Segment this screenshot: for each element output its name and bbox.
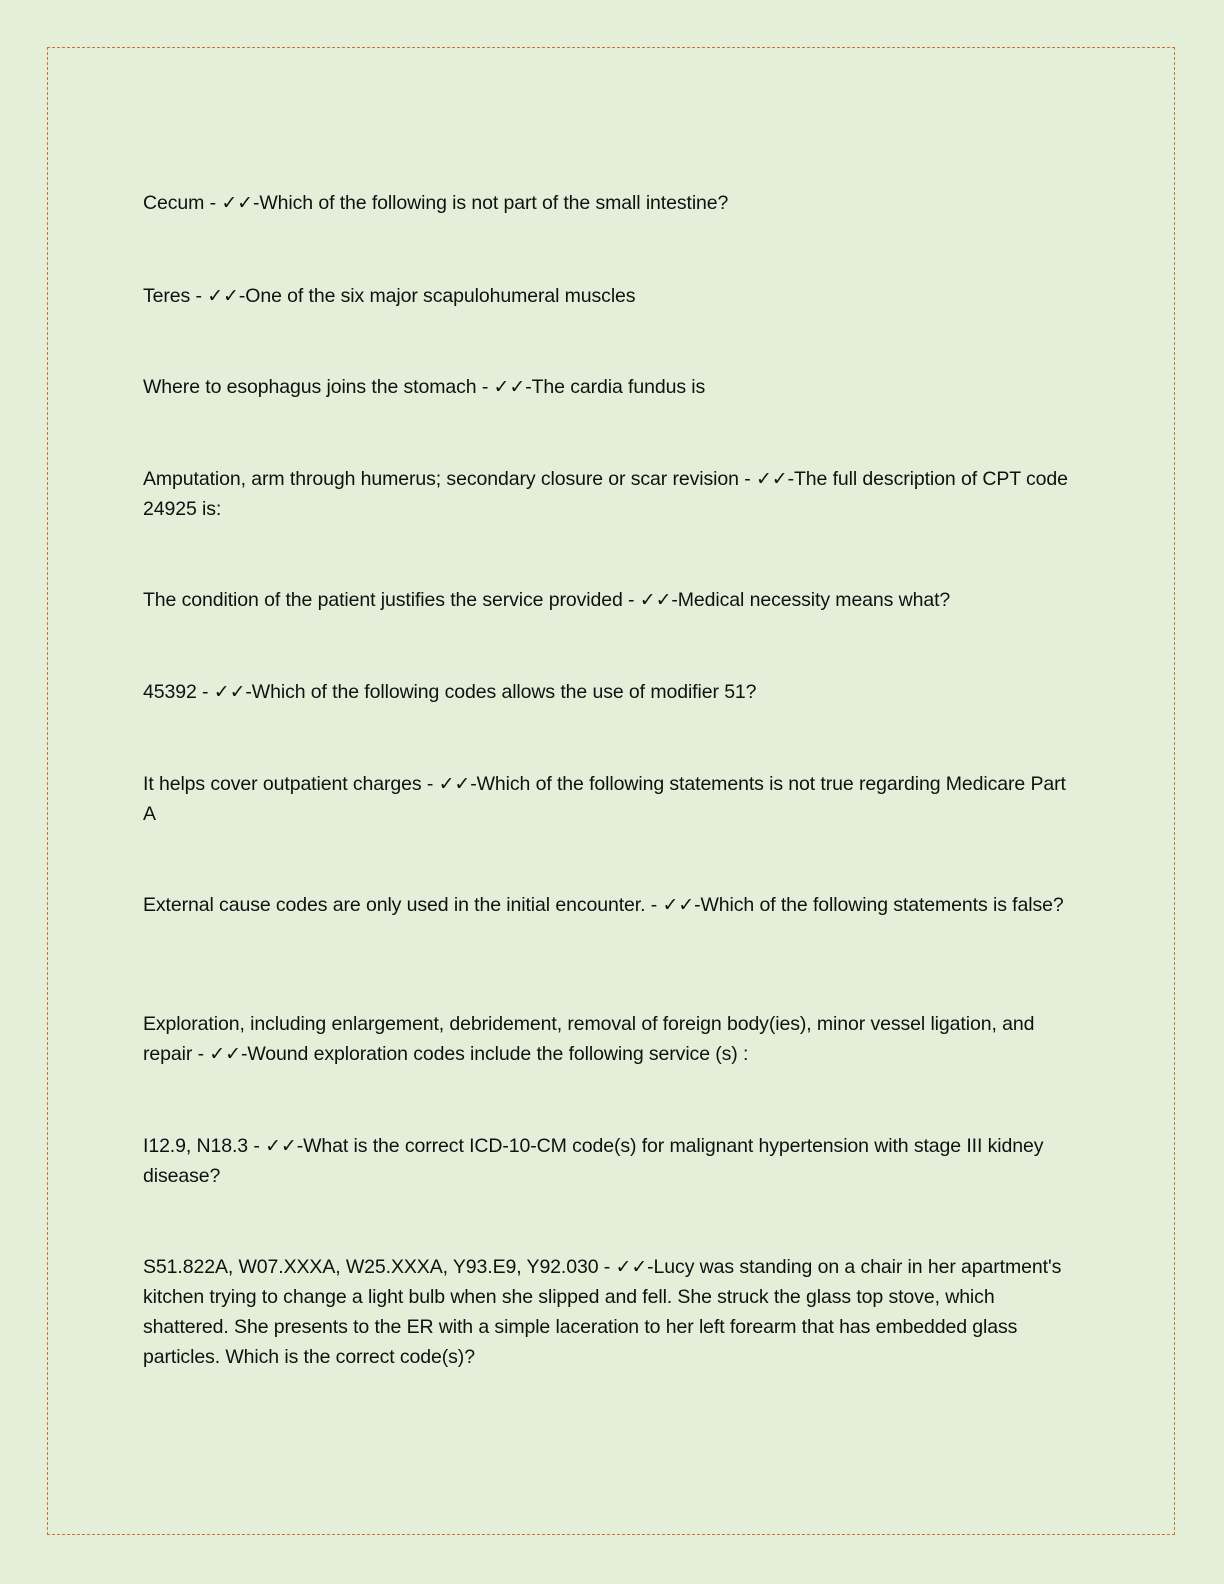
question-text: -Lucy was standing on a chair in her apartment's kitchen trying to change a light bulb when she slipped and fell. She struck the glass top stove, which shattered. She presents to the ER with a simple laceration to her left forearm that has embedded glass particles. Which is the correct code(s)? [143,1256,1062,1368]
answer-text: Cecum [143,192,205,214]
question-text: -What is the correct ICD-10-CM code(s) for malignant hypertension with stage III kidney disease? [143,1135,1044,1187]
double-check-icon: ✓✓ [493,376,526,398]
separator: - [738,468,756,490]
question-text: -Wound exploration codes include the following service (s) : [240,1043,749,1065]
question-text: -Which of the following is not part of the small intestine? [252,192,729,214]
answer-text: Exploration, including enlargement, debridement, removal of foreign body(ies), minor vessel ligation, and repair [143,1013,1035,1065]
answer-text: Teres [143,285,191,307]
separator: - [476,376,494,398]
answer-text: Where to esophagus joins the stomach [143,376,477,398]
double-check-icon: ✓✓ [662,894,695,916]
separator: - [196,681,214,703]
qa-entry [143,464,1073,524]
separator: - [598,1256,616,1278]
question-text: -The cardia fundus is [525,376,706,398]
double-check-icon: ✓✓ [209,1043,241,1065]
qa-entry [143,372,1073,402]
separator: - [204,192,222,214]
qa-entry [143,677,1073,707]
double-check-icon: ✓✓ [438,773,471,795]
question-text: -One of the six major scapulohumeral muscles [238,285,636,307]
double-check-icon: ✓✓ [265,1135,297,1157]
qa-entry [143,1131,1073,1191]
answer-text: S51.822A, W07.XXXA, W25.XXXA, Y93.E9, Y92.030 [143,1256,599,1278]
question-text: -Which of the following statements is false? [694,894,1064,916]
qa-entry [143,585,1073,615]
question-text: -The full description of CPT code 24925 is: [143,468,1068,520]
separator: - [190,285,208,307]
separator: - [645,894,663,916]
qa-entry [143,1009,1073,1069]
answer-text: It helps cover outpatient charges [143,773,422,795]
answer-text: 45392 [143,681,197,703]
qa-entry [143,1252,1073,1372]
question-text: -Medical necessity means what? [671,589,951,611]
separator: - [421,773,439,795]
double-check-icon: ✓✓ [615,1256,648,1278]
answer-text: Amputation, arm through humerus; secondary closure or scar revision [143,468,739,490]
separator: - [192,1043,210,1065]
double-check-icon: ✓✓ [207,285,239,307]
double-check-icon: ✓✓ [755,468,788,490]
double-check-icon: ✓✓ [221,192,253,214]
qa-entry [143,281,1073,311]
answer-text: I12.9, N18.3 [143,1135,249,1157]
answer-text: External cause codes are only used in the initial encounter. [143,894,646,916]
separator: - [248,1135,266,1157]
question-text: -Which of the following statements is not true regarding Medicare Part A [143,773,1066,825]
qa-entry [143,188,1073,218]
question-text: -Which of the following codes allows the use of modifier 51? [245,681,757,703]
separator: - [622,589,640,611]
qa-entry [143,890,1073,920]
answer-text: The condition of the patient justifies the service provided [143,589,623,611]
double-check-icon: ✓✓ [639,589,672,611]
double-check-icon: ✓✓ [213,681,246,703]
qa-entry [143,769,1073,829]
